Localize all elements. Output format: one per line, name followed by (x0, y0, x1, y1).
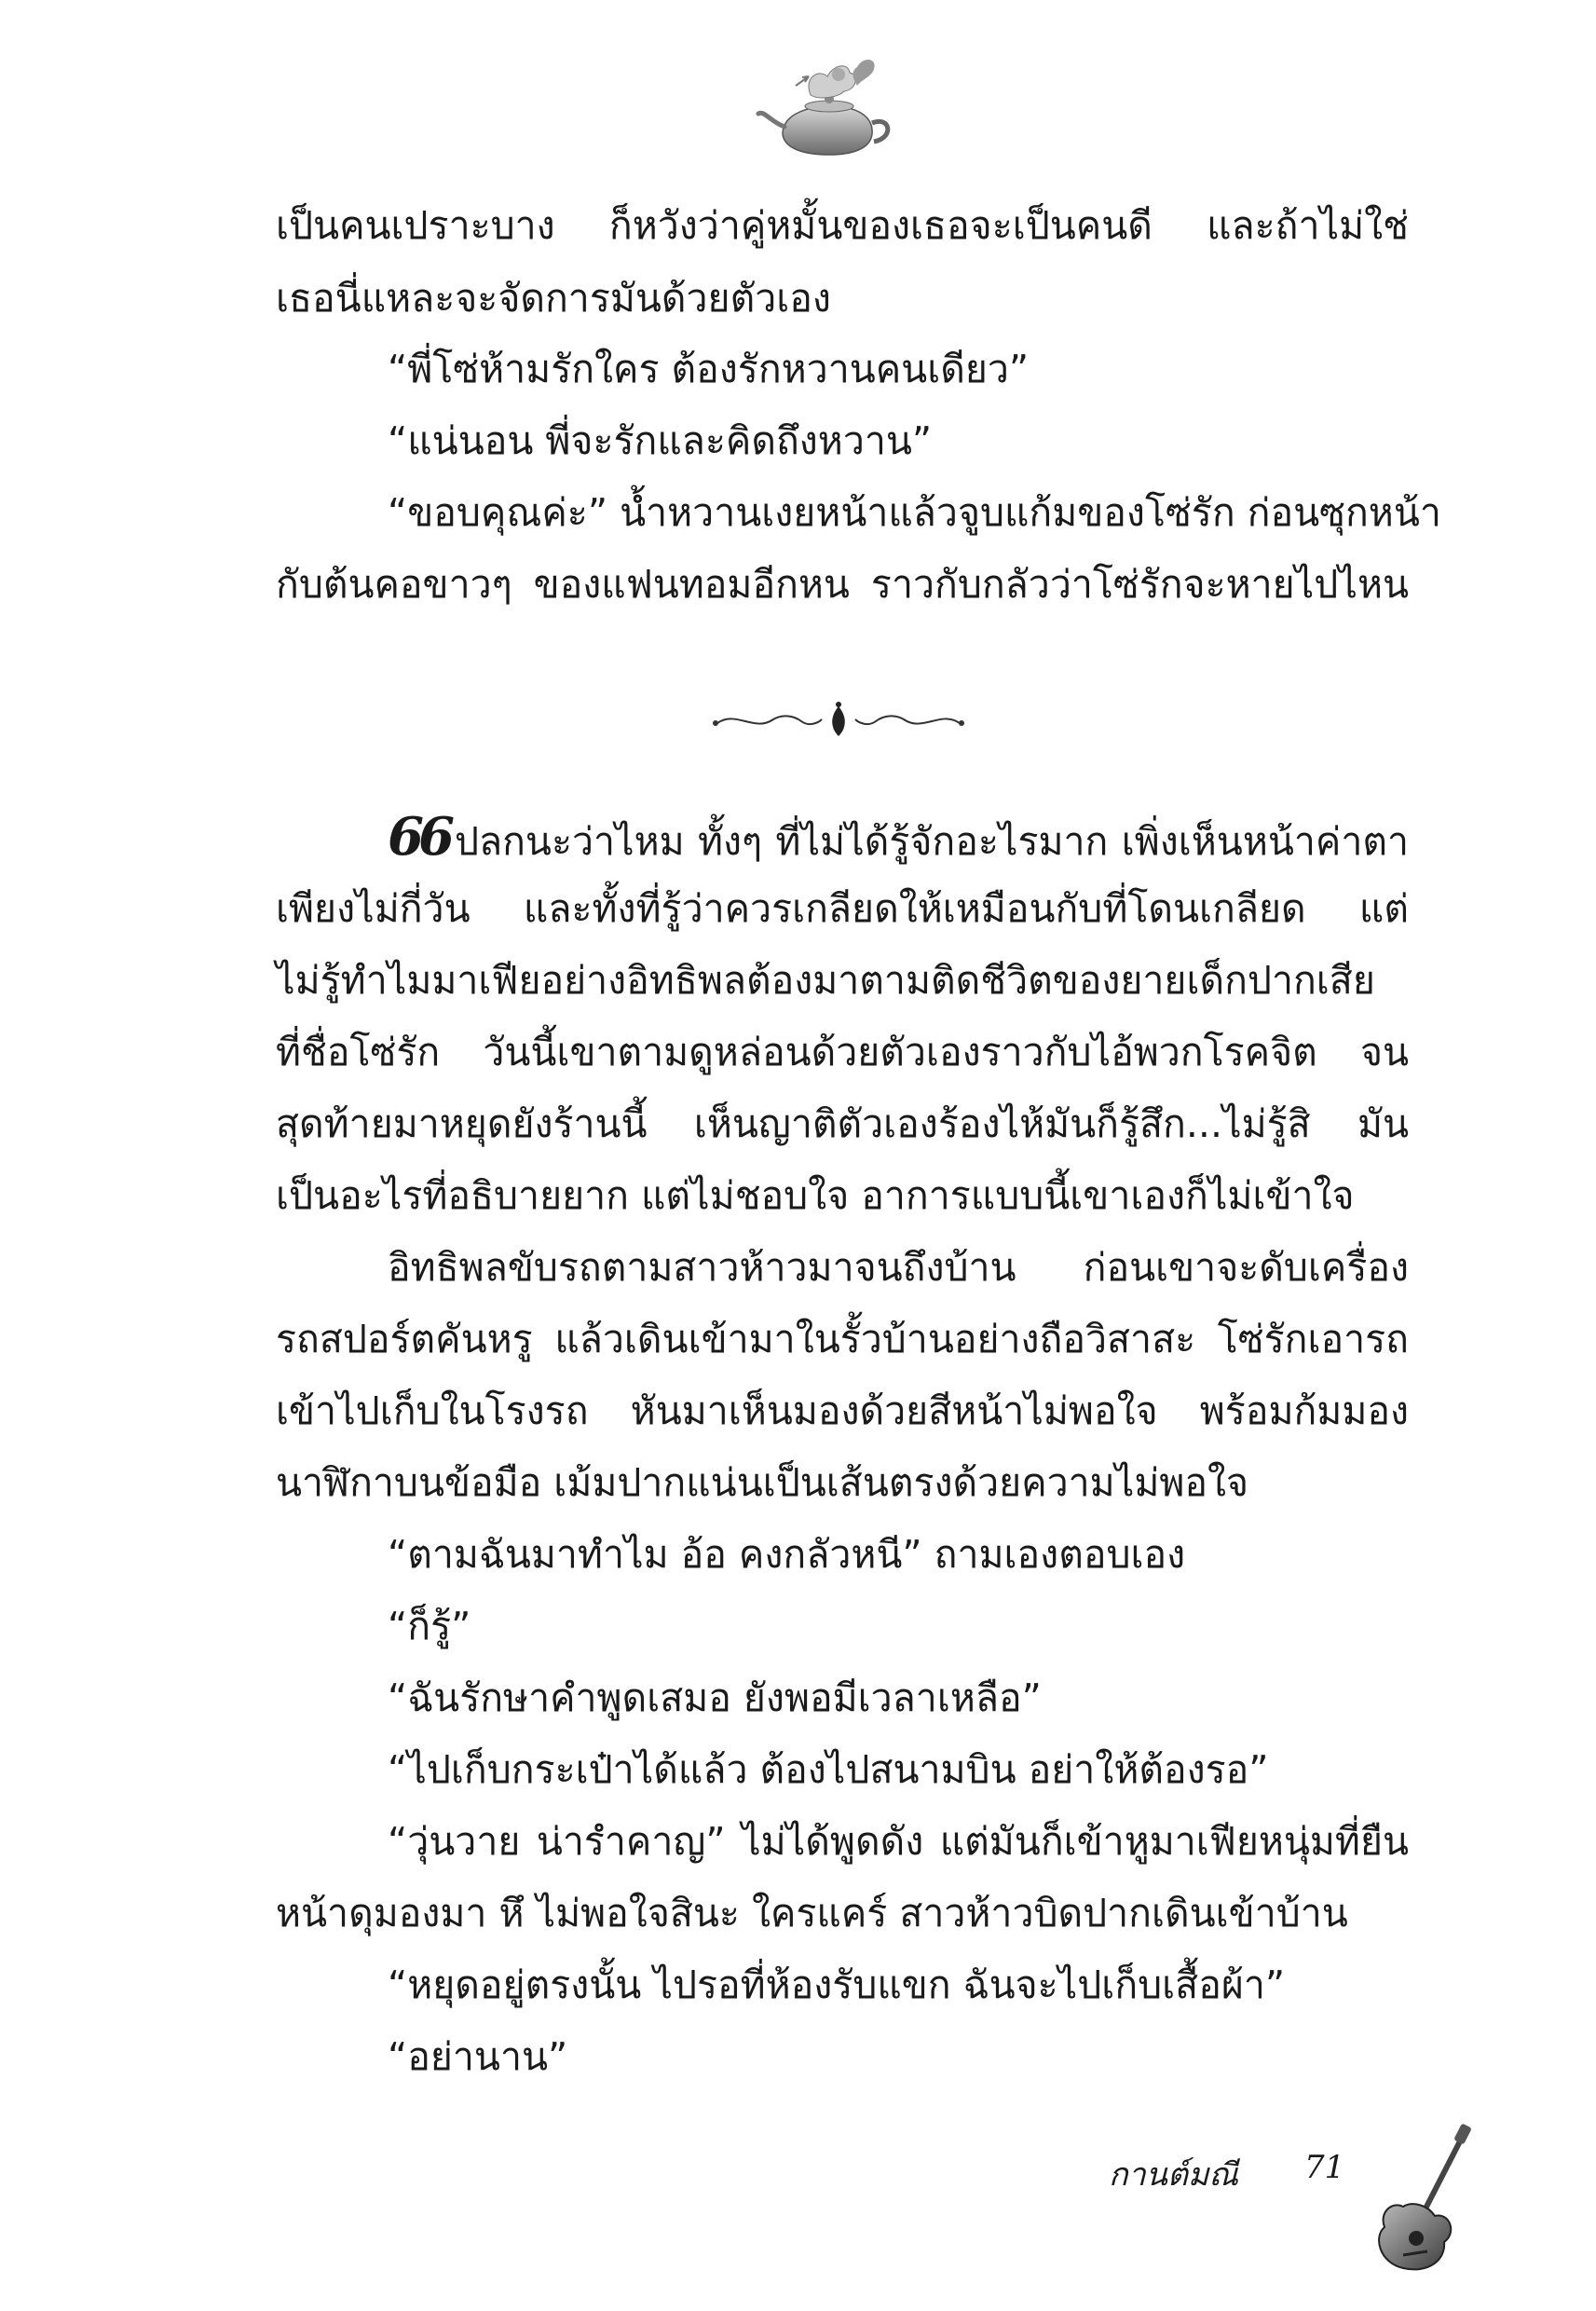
paragraph-3-line-3: ไม่รู้ทำไมมาเฟียอย่างอิทธิพลต้องมาตามติดชีวิตของยายเด็กปากเสีย (276, 958, 1375, 1003)
paragraph-4-line-1: อิทธิพลขับรถตามสาวห้าวมาจนถึงบ้าน ก่อนเขาจะดับเครื่อง (388, 1245, 1409, 1290)
dialogue-5: “ฉันรักษาคำพูดเสมอ ยังพอมีเวลาเหลือ” (388, 1675, 1042, 1720)
paragraph-5-line-2: หน้าดุมองมา หึ ไม่พอใจสินะ ใครแคร์ สาวห้าวบิดปากเดินเข้าบ้าน (276, 1891, 1348, 1935)
cupid-teapot-icon (755, 48, 904, 160)
paragraph-4-line-3: เข้าไปเก็บในโรงรถ หันมาเห็นมองด้วยสีหน้าไม่พอใจ พร้อมก้มมอง (276, 1388, 1409, 1433)
dialogue-3: “ตามฉันมาทำไม อ้อ คงกลัวหนี” ถามเองตอบเอง (388, 1532, 1186, 1577)
paragraph-4-line-4: นาฬิกาบนข้อมือ เม้มปากแน่นเป็นเส้นตรงด้วยความไม่พอใจ (276, 1460, 1249, 1505)
paragraph-3-line-6: เป็นอะไรที่อธิบายยาก แต่ไม่ชอบใจ อาการแบบนี้เขาเองก็ไม่เข้าใจ (276, 1173, 1355, 1218)
scroll-divider-icon (708, 701, 969, 740)
paragraph-2-line-1: “ขอบคุณค่ะ” น้ำหวานเงยหน้าแล้วจูบแก้มของโซ่รัก ก่อนซุกหน้า (388, 490, 1441, 535)
dialogue-4: “ก็รู้” (388, 1604, 471, 1648)
paragraph-3-line-1-text: ปลกนะว่าไหม ทั้งๆ ที่ไม่ได้รู้จักอะไรมาก เพิ่งเห็นหน้าค่าตา (454, 819, 1409, 864)
dialogue-2: “แน่นอน พี่จะรักและคิดถึงหวาน” (388, 418, 933, 463)
dialogue-1: “พี่โซ่ห้ามรักใคร ต้องรักหวานคนเดียว” (388, 347, 1030, 391)
paragraph-5-line-1: “วุ่นวาย น่ารำคาญ” ไม่ได้พูดดัง แต่มันก็เข้าหูมาเฟียหนุ่มที่ยืน (388, 1819, 1409, 1864)
paragraph-1-line-1: เป็นคนเปราะบาง ก็หวังว่าคู่หมั้นของเธอจะเป็นคนดี และถ้าไม่ใช่ (276, 203, 1409, 248)
paragraph-2-line-2: กับต้นคอขาวๆ ของแฟนทอมอีกหน ราวกับกลัวว่าโซ่รักจะหายไปไหน (276, 562, 1409, 607)
open-quote-mark: 66 (388, 806, 449, 868)
paragraph-3-line-5: สุดท้ายมาหยุดยังร้านนี้ เห็นญาติตัวเองร้องไห้มันก็รู้สึก...ไม่รู้สิ มัน (276, 1101, 1409, 1146)
page-number: 71 (1304, 2149, 1345, 2186)
page-footer (1109, 2134, 1556, 2292)
guitar-icon (1366, 2123, 1478, 2281)
dialogue-8: “อย่านาน” (388, 2034, 568, 2079)
dialogue-6: “ไปเก็บกระเป๋าได้แล้ว ต้องไปสนามบิน อย่าให้ต้องรอ” (388, 1747, 1269, 1792)
paragraph-1-line-2: เธอนี่แหละจะจัดการมันด้วยตัวเอง (276, 276, 831, 321)
paragraph-3-line-4: ที่ชื่อโซ่รัก วันนี้เขาตามดูหล่อนด้วยตัวเองราวกับไอ้พวกโรคจิต จน (276, 1030, 1409, 1074)
paragraph-3-line-2: เพียงไม่กี่วัน และทั้งที่รู้ว่าควรเกลียดให้เหมือนกับที่โดนเกลียด แต่ (276, 886, 1409, 931)
book-title: กานต์มณี (1109, 2156, 1238, 2194)
dialogue-7: “หยุดอยู่ตรงนั้น ไปรอที่ห้องรับแขก ฉันจะไปเก็บเสื้อผ้า” (388, 1962, 1286, 2007)
paragraph-3-line-1 (388, 806, 1409, 869)
paragraph-4-line-2: รถสปอร์ตคันหรู แล้วเดินเข้ามาในรั้วบ้านอย่างถือวิสาสะ โซ่รักเอารถ (276, 1317, 1409, 1361)
